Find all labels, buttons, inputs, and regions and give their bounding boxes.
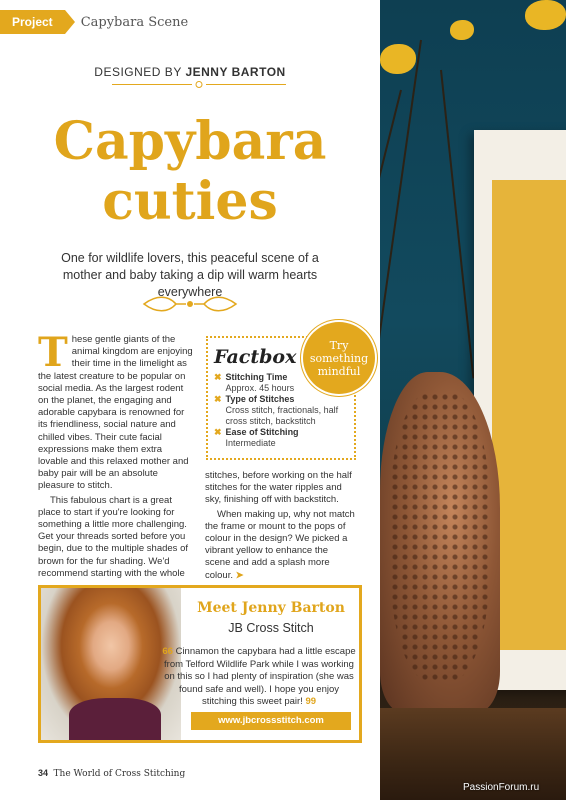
factbox-value: Cross stitch, fractionals, half cross stitch, backstitch [225, 405, 339, 426]
cover-photo [380, 0, 566, 800]
body-column-2 [205, 470, 355, 582]
page-number: 34 [38, 768, 49, 778]
body-text: hese gentle giants of the animal kingdom are enjoying their time in the limelight as the latest creature to be popular on social media. As the largest rodent on the planet, the engaging and adorable capybara is renowned for its friendliness, social nature and chilled vibes. Their cute facial expressions make them extra lovable and this relaxed mother and baby pair will be an absolute pleasure to stitch. [38, 334, 193, 492]
divider [206, 84, 286, 85]
flower-icon [450, 20, 474, 40]
factbox-value: Approx. 45 hours [225, 383, 295, 393]
publication-name: The World of Cross Stitching [53, 769, 186, 779]
badge-line-2: something [309, 351, 369, 365]
meet-business: JB Cross Stitch [228, 621, 314, 635]
body-paragraph [205, 509, 355, 582]
factbox-label: Type of Stitches [225, 394, 295, 404]
page-footer [38, 768, 185, 779]
headline-line-1: Capybara [53, 111, 327, 172]
designer-website-link[interactable]: www.jbcrossstitch.com [191, 712, 351, 730]
copper-vase [380, 372, 500, 712]
designer-quote [161, 646, 357, 709]
section-header [0, 10, 188, 34]
end-arrow-icon: ➤ [235, 569, 244, 581]
standfirst: One for wildlife lovers, this peaceful scene of a mother and baby taking a dip will warm hearts everywhere [61, 251, 319, 299]
bullet-icon: ✖ [214, 372, 222, 382]
factbox-title: Factbox [214, 346, 297, 368]
body-text: When making up, why not match the frame or mount to the pops of colour in the design? We picked a vibrant yellow to enhance the scene and add a splash more colour. [205, 508, 355, 581]
byline-prefix: DESIGNED BY [94, 65, 182, 79]
quote-open-icon: 66 [162, 646, 173, 657]
factbox-value: Intermediate [225, 438, 276, 448]
factbox-label: Ease of Stitching [225, 427, 299, 437]
factbox-label: Stitching Time [225, 372, 288, 382]
headline-line-2: cuties [102, 171, 278, 232]
watermark: PassionForum.ru [463, 782, 540, 793]
factbox-item [214, 427, 348, 449]
designer-name: JENNY BARTON [185, 65, 286, 79]
quote-close-icon: 99 [305, 696, 317, 707]
section-tag: Project [0, 10, 65, 34]
body-paragraph: This fabulous chart is a great place to start if you're looking for something a little more challenging. Get your threads sorted before you begin, due to the multiple shades of brown for the fur shading. We'd recommend starting with the whole [38, 494, 188, 579]
section-title: Capybara Scene [80, 14, 189, 30]
body-paragraph: stitches, before working on the half stitches for the water ripples and sky, finishing off with backstitch. [205, 470, 352, 506]
flower-icon [525, 0, 566, 30]
meet-designer-box [38, 585, 362, 743]
flower-icon [380, 44, 416, 74]
divider [112, 84, 192, 85]
badge-line-1: Try [329, 338, 349, 352]
badge-line-3: mindful [317, 364, 361, 378]
flourish-ornament-icon [140, 293, 240, 315]
headline [0, 112, 380, 232]
byline [0, 65, 380, 79]
ornament-icon [193, 80, 205, 89]
body-column-1 [38, 329, 193, 580]
drop-cap: T [38, 329, 68, 376]
meet-title: Meet Jenny Barton [197, 600, 345, 616]
quote-text: Cinnamon the capybara had a little escape from Telford Wildlife Park while I was working on this so I had plenty of inspiration (she was found safe and well). I hope you enjoy stitching this sweet pair! [164, 646, 356, 707]
factbox-item [214, 394, 348, 427]
body-paragraph [38, 329, 193, 493]
designer-portrait [41, 588, 181, 740]
bullet-icon: ✖ [214, 394, 222, 404]
mindful-badge [303, 322, 375, 394]
bullet-icon: ✖ [214, 427, 222, 437]
